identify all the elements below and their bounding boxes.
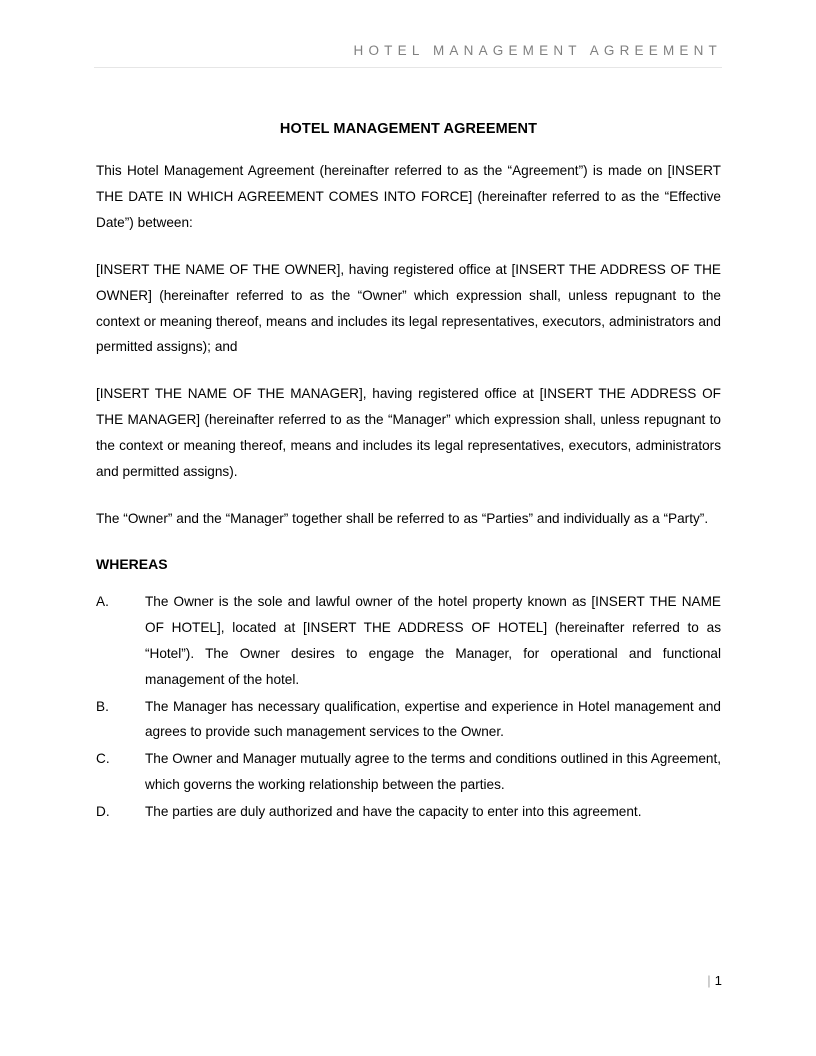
- recital-text-d: The parties are duly authorized and have the capacity to enter into this agreement.: [145, 804, 642, 820]
- footer-page-number: 1: [714, 973, 722, 988]
- paragraph-manager: [INSERT THE NAME OF THE MANAGER], having registered office at [INSERT THE ADDRESS OF THE MANAGER] (hereinafter referred to as the “Manager” which expression shall, unless repugnant to the context or meaning thereof, means and includes its legal representatives, executors, administrators and permitted assigns).: [96, 386, 721, 480]
- running-header: [94, 42, 722, 60]
- document-body: [96, 118, 721, 826]
- document-title: HOTEL MANAGEMENT AGREEMENT: [279, 121, 538, 137]
- recital-text-c: The Owner and Manager mutually agree to the terms and conditions outlined in this Agreement, which governs the working relationship between the parties.: [145, 751, 721, 793]
- recital-item-d: [96, 799, 721, 825]
- page-footer: [94, 972, 722, 990]
- running-header-text: HOTEL MANAGEMENT AGREEMENT: [353, 43, 722, 58]
- header-divider: [94, 67, 722, 68]
- recital-marker-a: A.: [96, 593, 109, 609]
- recital-text-a: The Owner is the sole and lawful owner of the hotel property known as [INSERT THE NAME OF HOTEL], located at [INSERT THE ADDRESS OF HOTEL] (hereinafter referred to as “Hotel”). The Owner desires to engage the Manager, for operational and functional management of the hotel.: [145, 593, 721, 687]
- recital-item-c: [96, 746, 721, 798]
- recital-text-b: The Manager has necessary qualification, expertise and experience in Hotel management and agrees to provide such management services to the Owner.: [145, 698, 721, 740]
- footer-separator: |: [707, 973, 711, 988]
- paragraph-owner: [INSERT THE NAME OF THE OWNER], having registered office at [INSERT THE ADDRESS OF THE OWNER] (hereinafter referred to as the “Owner” which expression shall, unless repugnant to the context or meaning thereof, means and includes its legal representatives, executors, administrators and permitted assigns); and: [96, 261, 721, 355]
- section-heading-whereas: WHEREAS: [96, 555, 168, 572]
- paragraph-parties-definition: The “Owner” and the “Manager” together shall be referred to as “Parties” and individually as a “Party”.: [96, 510, 709, 526]
- recital-marker-d: D.: [96, 804, 110, 820]
- recital-item-a: [96, 589, 721, 693]
- recital-item-b: [96, 694, 721, 746]
- recital-marker-b: B.: [96, 698, 109, 714]
- paragraph-parties-intro: This Hotel Management Agreement (hereinafter referred to as the “Agreement”) is made on [INSERT THE DATE IN WHICH AGREEMENT COMES INTO FORCE] (hereinafter referred to as the “Effective Date”) between:: [96, 163, 721, 230]
- recital-marker-c: C.: [96, 751, 110, 767]
- recitals-list: [96, 589, 721, 825]
